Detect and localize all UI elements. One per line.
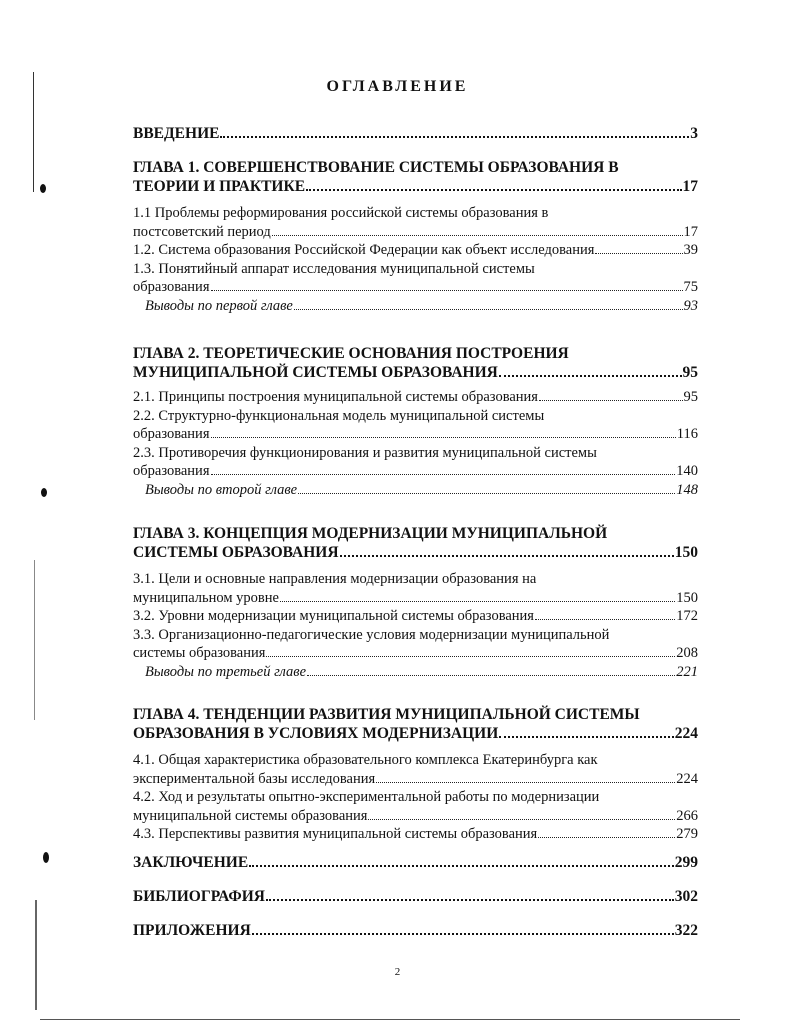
bibliography-label: БИБЛИОГРАФИЯ xyxy=(133,888,265,905)
section-4-1-line2: экспериментальной базы исследования xyxy=(133,770,376,787)
toc-introduction xyxy=(133,124,698,143)
leader-dots xyxy=(376,782,675,783)
section-4-2-line2: муниципальной системы образования xyxy=(133,807,368,824)
punch-mark-3 xyxy=(43,852,49,863)
section-1-1-page: 17 xyxy=(683,223,698,240)
section-1-1-line1: 1.1 Проблемы реформирования российской системы образования в xyxy=(133,205,549,221)
intro-label: ВВЕДЕНИЕ xyxy=(133,125,220,142)
leader-dots xyxy=(252,933,674,935)
chapter-3-title-line1: ГЛАВА 3. КОНЦЕПЦИЯ МОДЕРНИЗАЦИИ МУНИЦИПАЛЬНОЙ xyxy=(133,525,608,542)
toc-chapter-4 xyxy=(133,705,698,844)
page-number: 2 xyxy=(394,966,401,978)
section-3-1-page: 150 xyxy=(676,589,698,606)
section-3-3-page: 208 xyxy=(676,645,698,661)
chapter-3-conclusions-label: Выводы по третьей главе xyxy=(145,663,307,680)
leader-dots xyxy=(211,437,676,438)
leader-dots xyxy=(499,736,673,738)
chapter-2-title-line1: ГЛАВА 2. ТЕОРЕТИЧЕСКИЕ ОСНОВАНИЯ ПОСТРОЕНИЯ xyxy=(133,345,569,362)
section-2-3-line1: 2.3. Противоречия функционирования и развития муниципальной системы xyxy=(133,444,597,461)
leader-dots xyxy=(211,474,676,475)
leader-dots xyxy=(280,601,675,602)
chapter-2-page: 95 xyxy=(682,364,698,381)
section-2-3-page: 140 xyxy=(676,463,698,479)
chapter-4-title-line1: ГЛАВА 4. ТЕНДЕНЦИИ РАЗВИТИЯ МУНИЦИПАЛЬНОЙ СИСТЕМЫ xyxy=(133,706,640,723)
leader-dots xyxy=(595,253,682,254)
chapter-3-page: 150 xyxy=(674,544,698,561)
section-2-1-label: 2.1. Принципы построения муниципальной системы образования xyxy=(133,389,538,405)
chapter-3-title-line2: СИСТЕМЫ ОБРАЗОВАНИЯ xyxy=(133,544,339,561)
chapter-1-page: 17 xyxy=(682,178,698,195)
section-2-2-line2: образования xyxy=(133,426,210,442)
conclusion-label: ЗАКЛЮЧЕНИЕ xyxy=(133,854,249,871)
section-2-2-page: 116 xyxy=(676,426,698,442)
section-4-3-label: 4.3. Перспективы развития муниципальной системы образования xyxy=(133,826,538,842)
section-4-2-page: 266 xyxy=(676,807,698,824)
leader-dots xyxy=(211,290,683,291)
toc-conclusion xyxy=(133,853,698,872)
toc-chapter-3 xyxy=(133,524,698,681)
scan-edge-left-2 xyxy=(34,560,35,720)
section-3-2-label: 3.2. Уровни модернизации муниципальной системы образования xyxy=(133,608,534,624)
section-4-1-line1: 4.1. Общая характеристика образовательного комплекса Екатеринбурга как xyxy=(133,752,598,768)
leader-dots xyxy=(538,837,675,838)
appendices-label: ПРИЛОЖЕНИЯ xyxy=(133,922,251,939)
chapter-1-conclusions-label: Выводы по первой главе xyxy=(145,297,293,314)
leader-dots xyxy=(249,865,674,867)
leader-dots xyxy=(266,656,675,657)
punch-mark-1 xyxy=(40,184,46,193)
scan-edge-bottom xyxy=(40,1019,740,1020)
section-1-2-label: 1.2. Система образования Российской Федерации как объект исследования xyxy=(133,242,595,258)
toc-chapter-2 xyxy=(133,344,698,499)
conclusion-page: 299 xyxy=(674,854,698,871)
chapter-2-conclusions-page: 148 xyxy=(676,481,698,498)
appendices-page: 322 xyxy=(674,922,698,939)
section-3-3-line1: 3.3. Организационно-педагогические условия модернизации муниципальной xyxy=(133,626,610,643)
leader-dots xyxy=(272,235,683,236)
section-1-3-line2: образования xyxy=(133,279,210,295)
toc-appendices xyxy=(133,921,698,940)
page-title: ОГЛАВЛЕНИЕ xyxy=(326,78,469,95)
chapter-2-conclusions-label: Выводы по второй главе xyxy=(145,481,298,498)
section-3-3-line2: системы образования xyxy=(133,645,266,661)
chapter-4-title-line2: ОБРАЗОВАНИЯ В УСЛОВИЯХ МОДЕРНИЗАЦИИ xyxy=(133,725,499,742)
chapter-1-title-line2: ТЕОРИИ И ПРАКТИКЕ xyxy=(133,178,306,195)
leader-dots xyxy=(539,400,683,401)
section-3-1-line1: 3.1. Цели и основные направления модернизации образования на xyxy=(133,571,537,587)
leader-dots xyxy=(368,819,675,820)
chapter-2-title-line2: МУНИЦИПАЛЬНОЙ СИСТЕМЫ ОБРАЗОВАНИЯ xyxy=(133,364,498,381)
leader-dots xyxy=(306,189,681,191)
section-2-1-page: 95 xyxy=(683,389,698,405)
leader-dots xyxy=(535,619,675,620)
chapter-4-page: 224 xyxy=(674,725,698,742)
section-3-1-line2: муниципальном уровне xyxy=(133,589,279,606)
leader-dots xyxy=(266,899,674,901)
bibliography-page: 302 xyxy=(674,888,698,905)
section-3-2-page: 172 xyxy=(676,608,698,624)
section-1-3-line1: 1.3. Понятийный аппарат исследования муниципальной системы xyxy=(133,260,535,277)
toc-chapter-1 xyxy=(133,158,698,315)
section-4-2-line1: 4.2. Ход и результаты опытно-экспериментальной работы по модернизации xyxy=(133,789,600,805)
toc-bibliography xyxy=(133,887,698,906)
section-2-2-line1: 2.2. Структурно-функциональная модель муниципальной системы xyxy=(133,407,545,424)
section-2-3-line2: образования xyxy=(133,463,210,479)
section-1-2-page: 39 xyxy=(683,242,698,258)
scan-edge-left-3 xyxy=(35,900,37,1010)
leader-dots xyxy=(298,493,675,494)
section-1-1-line2: постсоветский период xyxy=(133,223,271,240)
leader-dots xyxy=(340,555,674,557)
section-4-3-page: 279 xyxy=(676,826,698,842)
chapter-3-conclusions-page: 221 xyxy=(676,663,698,680)
chapter-1-conclusions-page: 93 xyxy=(683,297,698,314)
leader-dots xyxy=(294,309,683,310)
section-1-3-page: 75 xyxy=(683,279,698,295)
leader-dots xyxy=(307,675,675,676)
chapter-1-title-line1: ГЛАВА 1. СОВЕРШЕНСТВОВАНИЕ СИСТЕМЫ ОБРАЗОВАНИЯ В xyxy=(133,159,619,176)
leader-dots xyxy=(499,375,682,377)
intro-page: 3 xyxy=(690,125,698,142)
leader-dots xyxy=(220,136,689,138)
section-4-1-page: 224 xyxy=(676,770,698,787)
punch-mark-2 xyxy=(41,488,47,497)
